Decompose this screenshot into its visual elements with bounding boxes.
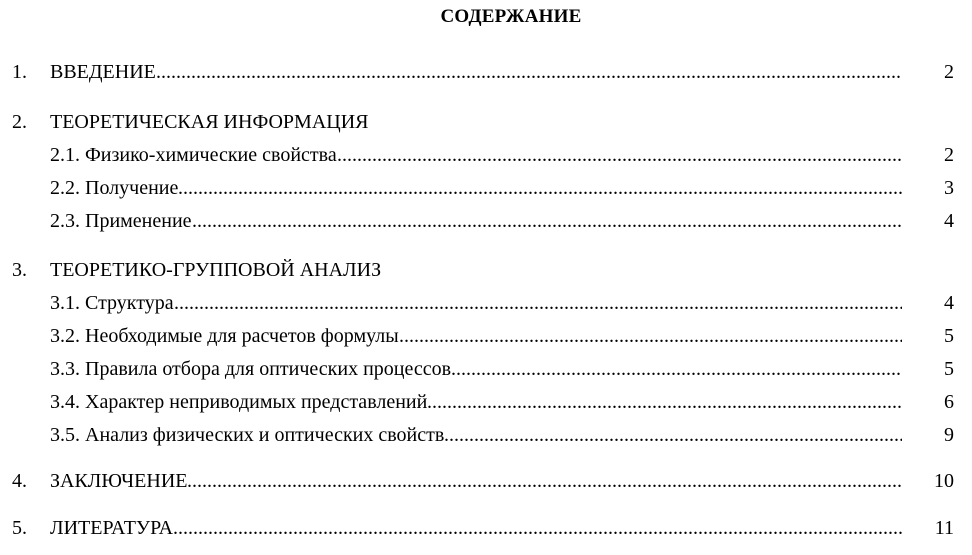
toc-entry-page: 4 [944,292,954,314]
toc-entry-page: 10 [934,470,954,492]
toc-entry-number: 2. [12,111,27,133]
toc-entry [12,209,954,233]
toc-entry-number: 1. [12,61,27,83]
toc-entry-label: 2.3. Применение [50,210,192,232]
toc-entry-page: 5 [944,325,954,347]
toc-entry-label: 2.1. Физико-химические свойства [50,144,337,166]
toc-entry-page: 6 [944,391,954,413]
toc-entry-label: 3.4. Характер неприводимых представлений [50,391,428,413]
toc-entry-label: 3.2. Необходимые для расчетов формулы [50,325,399,347]
toc-entry-number: 4. [12,470,27,492]
toc-entry [12,357,954,381]
toc-entry [12,423,954,447]
toc-entry-label: ТЕОРЕТИЧЕСКАЯ ИНФОРМАЦИЯ [50,111,369,133]
toc-leader-dots [444,423,902,447]
toc-entry-label: ВВЕДЕНИЕ [50,61,156,83]
toc-leader-dots [178,176,902,200]
toc-entry-page: 11 [934,517,954,539]
toc-leader-dots [451,357,902,381]
toc-entry-label: 3.3. Правила отбора для оптических процессов [50,358,452,380]
toc-entry-label: 2.2. Получение [50,177,179,199]
toc-entry-page: 2 [944,144,954,166]
toc-entry [12,469,954,493]
toc-leader-dots [156,60,902,84]
toc-entry [12,324,954,348]
toc-entry-label: ТЕОРЕТИКО-ГРУППОВОЙ АНАЛИЗ [50,259,382,281]
toc-entry [12,291,954,315]
toc-entry-label: 3.1. Структура [50,292,174,314]
toc-entry-label: ЗАКЛЮЧЕНИЕ [50,470,188,492]
toc-leader-dots [187,469,902,493]
toc-entry-page: 2 [944,61,954,83]
toc-entry-number: 5. [12,517,27,539]
toc-title: СОДЕРЖАНИЕ [440,6,582,27]
toc-entry [12,390,954,414]
toc-entry [12,60,954,84]
toc-leader-dots [399,324,902,348]
toc-entry-page: 9 [944,424,954,446]
toc-entry [12,143,954,167]
toc-entry-page: 5 [944,358,954,380]
toc-leader-dots [173,516,902,540]
toc-entry [12,176,954,200]
toc-leader-dots [337,143,902,167]
toc-entry-label: ЛИТЕРАТУРА [50,517,174,539]
toc-entry-page: 3 [944,177,954,199]
toc-entry-page: 4 [944,210,954,232]
toc-entry-number: 3. [12,259,27,281]
toc-entry [12,516,954,540]
toc-leader-dots [192,209,902,233]
toc-leader-dots [174,291,902,315]
toc-leader-dots [427,390,902,414]
toc-entry-label: 3.5. Анализ физических и оптических свойств [50,424,445,446]
toc-entry [12,258,954,282]
toc-entry [12,110,954,134]
